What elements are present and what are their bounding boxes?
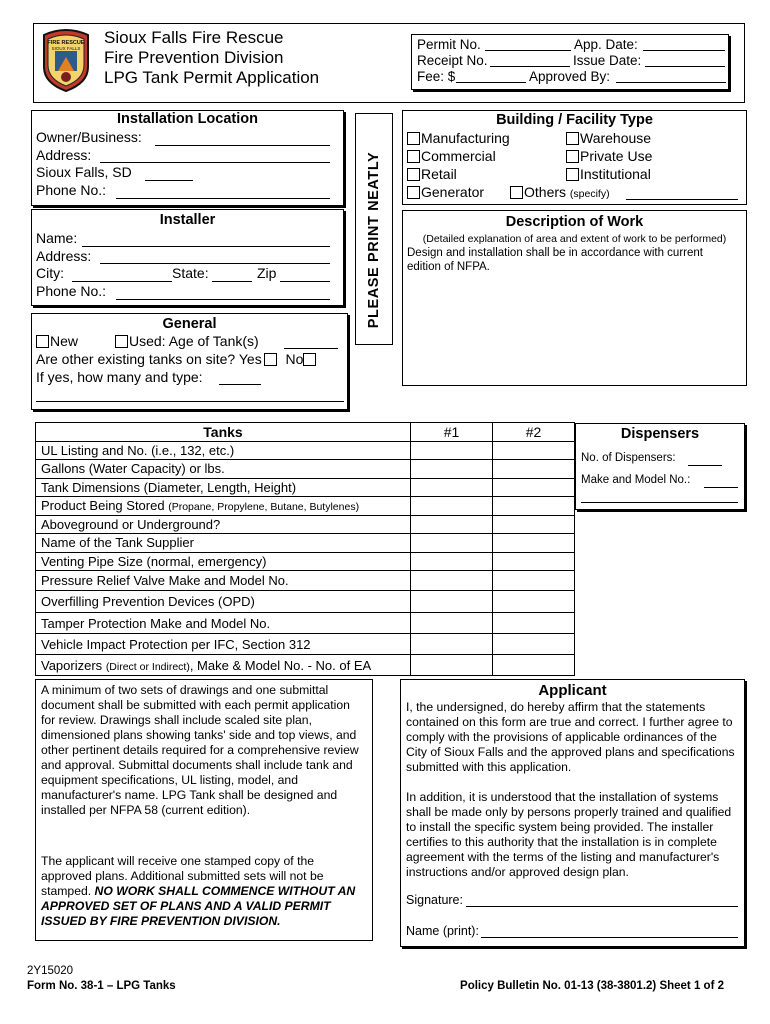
- existing-yes-label: Are other existing tanks on site? Yes: [36, 351, 262, 367]
- footer-form-no: Form No. 38-1 – LPG Tanks: [27, 980, 176, 992]
- generator-checkbox[interactable]: [407, 186, 420, 199]
- print-neatly-label: PLEASE PRINT NEATLY: [366, 151, 382, 329]
- tanks-heading: Tanks: [36, 423, 411, 442]
- tank-2-cell[interactable]: [493, 571, 575, 591]
- description-text: Design and installation shall be in accordance with current edition of NFPA.: [407, 247, 703, 273]
- tank-2-cell[interactable]: [493, 634, 575, 655]
- tank-age-line[interactable]: [284, 348, 338, 349]
- installer-name-label: Name:: [36, 230, 78, 246]
- row-label: Vaporizers: [41, 657, 103, 673]
- manufacturing-checkbox[interactable]: [407, 132, 420, 145]
- table-row: [36, 634, 575, 655]
- others-option[interactable]: [510, 184, 610, 200]
- description-heading: Description of Work: [505, 214, 644, 230]
- generator-option[interactable]: [407, 184, 484, 200]
- division-name: Fire Prevention Division: [104, 48, 284, 67]
- row-label: UL Listing and No. (i.e., 132, etc.): [41, 442, 235, 458]
- dispensers-heading: Dispensers: [620, 426, 700, 442]
- footer-policy: Policy Bulletin No. 01-13 (38-3801.2) Sheet 1 of 2: [460, 980, 724, 992]
- others-label: Others: [524, 184, 567, 200]
- commercial-option[interactable]: [407, 148, 496, 164]
- issue-date-label: Issue Date:: [573, 53, 642, 68]
- submittal-warning: NO WORK SHALL COMMENCE WITHOUT AN APPROVED SET OF PLANS AND A VALID PERMIT ISSUED BY FIRE PREVENTION DIVISION.: [41, 884, 356, 928]
- others-specify-line[interactable]: [626, 199, 738, 200]
- dispenser-make-label: Make and Model No.:: [581, 474, 691, 486]
- app-date-line[interactable]: [643, 50, 725, 51]
- tank-2-heading: #2: [493, 423, 575, 442]
- installer-heading: Installer: [159, 212, 216, 228]
- row-label: Overfilling Prevention Devices (OPD): [41, 594, 255, 609]
- description-note: (Detailed explanation of area and extent of work to be performed): [422, 233, 727, 245]
- dispenser-make-line-2[interactable]: [581, 502, 738, 503]
- app-date-label: App. Date:: [574, 37, 638, 52]
- submittal-p2-text: The applicant will receive one stamped copy of the approved plans. Additional submitted sets will not be stamped.: [41, 854, 324, 898]
- private-use-label: Private Use: [580, 148, 653, 164]
- row-tail: , Make & Model No. - No. of EA: [189, 657, 372, 673]
- tank-1-cell[interactable]: [411, 571, 493, 591]
- row-note: (Propane, Propylene, Butane, Butylenes): [168, 501, 360, 514]
- how-many-label: If yes, how many and type:: [36, 369, 203, 385]
- private-use-option[interactable]: [566, 148, 652, 164]
- installer-phone-label: Phone No.:: [36, 283, 107, 299]
- row-note: (Direct or Indirect): [105, 660, 190, 673]
- name-print-label: Name (print):: [406, 924, 479, 938]
- others-checkbox[interactable]: [510, 186, 523, 199]
- tank-2-cell[interactable]: [493, 655, 575, 676]
- tank-1-cell[interactable]: [411, 613, 493, 634]
- tank-2-cell[interactable]: [493, 478, 575, 497]
- owner-line[interactable]: [155, 145, 330, 146]
- install-city-line[interactable]: [145, 180, 193, 181]
- tank-used-option[interactable]: [115, 333, 259, 349]
- table-row: [36, 613, 575, 634]
- installer-phone-line[interactable]: [116, 299, 330, 300]
- row-label: Name of the Tank Supplier: [41, 535, 194, 551]
- tank-2-cell[interactable]: [493, 441, 575, 460]
- existing-no-label: No: [285, 351, 304, 367]
- tank-2-cell[interactable]: [493, 497, 575, 516]
- install-phone-label: Phone No.:: [36, 182, 107, 198]
- dispenser-make-line[interactable]: [704, 487, 738, 488]
- table-row: [36, 441, 575, 460]
- installer-city-label: City:: [36, 265, 64, 281]
- approved-by-label: Approved By:: [529, 69, 611, 84]
- receipt-no-line[interactable]: [490, 66, 570, 67]
- install-address-line[interactable]: [100, 162, 330, 163]
- used-checkbox[interactable]: [115, 335, 128, 348]
- submittal-paragraph-1: A minimum of two sets of drawings and one submittal document shall be submitted with each permit application for review. Drawings shall include scaled site plan, dimensioned plans showing tanks' side and top views, and other pertinent details required for a comprehensive review and approval. Submittal documents shall include tank and equipment specifications, UL listing, model, and manufacturer's name. LPG Tank shall be designed and installed per NFPA 58 (current edition).: [41, 683, 359, 817]
- tank-2-cell[interactable]: [493, 552, 575, 571]
- receipt-no-label: Receipt No.: [417, 53, 488, 68]
- signature-line[interactable]: [466, 906, 738, 907]
- tank-2-cell[interactable]: [493, 534, 575, 553]
- warehouse-checkbox[interactable]: [566, 132, 579, 145]
- tank-1-cell[interactable]: [411, 655, 493, 676]
- footer-code: 2Y15020: [27, 965, 74, 977]
- row-label: Pressure Relief Valve Make and Model No.: [41, 573, 289, 588]
- fire-rescue-logo: [38, 27, 94, 93]
- tanks-header-row: [36, 423, 575, 442]
- installer-address-line[interactable]: [100, 263, 330, 264]
- table-row: [36, 478, 575, 497]
- form-title: LPG Tank Permit Application: [104, 68, 320, 87]
- fee-label: Fee: $: [417, 69, 456, 84]
- retail-option[interactable]: [407, 166, 457, 182]
- installer-state-label: State:: [172, 265, 209, 281]
- table-row: [36, 655, 575, 676]
- building-type-heading: Building / Facility Type: [496, 112, 653, 128]
- how-many-line[interactable]: [219, 384, 261, 385]
- tanks-table: [35, 422, 575, 676]
- existing-tanks-question: [36, 351, 317, 367]
- row-label: Vehicle Impact Protection per IFC, Section 312: [41, 636, 311, 652]
- owner-label: Owner/Business:: [36, 129, 142, 145]
- tank-1-cell[interactable]: [411, 552, 493, 571]
- permit-no-line[interactable]: [485, 50, 571, 51]
- table-row: [36, 497, 575, 516]
- existing-yes-checkbox[interactable]: [264, 353, 277, 366]
- how-many-line-2[interactable]: [36, 401, 344, 402]
- installer-city-line[interactable]: [72, 281, 172, 282]
- applicant-paragraph-2: In addition, it is understood that the installation of systems shall be made only by persons properly trained and qualified to install the specific system being provided. The installer certifies to this authority that the installation is in complete agreement with the terms of the listing and manufacturer's instructions and/or approved design plan.: [406, 790, 732, 879]
- row-label: Tamper Protection Make and Model No.: [41, 615, 271, 631]
- fee-line[interactable]: [456, 82, 526, 83]
- new-checkbox[interactable]: [36, 335, 49, 348]
- tank-1-cell[interactable]: [411, 460, 493, 479]
- retail-checkbox[interactable]: [407, 168, 420, 181]
- install-address-label: Address:: [36, 147, 92, 163]
- installer-zip-label: Zip: [257, 265, 277, 281]
- row-label: Aboveground or Underground?: [41, 516, 221, 532]
- used-label: Used: Age of Tank(s): [129, 333, 259, 349]
- tank-1-cell[interactable]: [411, 515, 493, 534]
- row-label: Gallons (Water Capacity) or lbs.: [41, 461, 225, 477]
- existing-no-checkbox[interactable]: [303, 353, 316, 366]
- manufacturing-option[interactable]: [407, 130, 510, 146]
- table-row: [36, 460, 575, 479]
- tank-1-heading: #1: [411, 423, 493, 442]
- institutional-checkbox[interactable]: [566, 168, 579, 181]
- row-label: Product Being Stored: [41, 498, 165, 514]
- warehouse-label: Warehouse: [580, 130, 652, 146]
- table-row: [36, 534, 575, 553]
- retail-label: Retail: [421, 166, 457, 182]
- tank-2-cell[interactable]: [493, 460, 575, 479]
- install-city-label: Sioux Falls, SD: [36, 164, 132, 180]
- tank-1-cell[interactable]: [411, 534, 493, 553]
- dispenser-count-line[interactable]: [688, 465, 722, 466]
- logo-top-text: FIRE RESCUE: [47, 40, 85, 46]
- commercial-checkbox[interactable]: [407, 150, 420, 163]
- generator-label: Generator: [421, 184, 485, 200]
- installation-heading: Installation Location: [117, 111, 258, 127]
- table-row: [36, 571, 575, 591]
- private-use-checkbox[interactable]: [566, 150, 579, 163]
- institutional-option[interactable]: [566, 166, 651, 182]
- installer-address-label: Address:: [36, 248, 92, 264]
- name-print-line[interactable]: [481, 937, 738, 938]
- dispenser-count-label: No. of Dispensers:: [581, 452, 676, 464]
- logo-city-text: SIOUX FALLS: [51, 46, 81, 51]
- tank-1-cell[interactable]: [411, 478, 493, 497]
- tank-1-cell[interactable]: [411, 497, 493, 516]
- commercial-label: Commercial: [421, 148, 496, 164]
- warehouse-option[interactable]: [566, 130, 651, 146]
- submittal-paragraph-2: [41, 854, 367, 929]
- tank-1-cell[interactable]: [411, 591, 493, 613]
- applicant-heading: Applicant: [538, 682, 607, 699]
- row-label: Tank Dimensions (Diameter, Length, Height): [41, 479, 297, 495]
- manufacturing-label: Manufacturing: [421, 130, 510, 146]
- tank-2-cell[interactable]: [493, 591, 575, 613]
- installer-name-line[interactable]: [82, 246, 330, 247]
- tank-2-cell[interactable]: [493, 613, 575, 634]
- tank-1-cell[interactable]: [411, 634, 493, 655]
- tank-1-cell[interactable]: [411, 441, 493, 460]
- general-heading: General: [162, 316, 217, 332]
- table-row: [36, 591, 575, 613]
- table-row: [36, 552, 575, 571]
- tank-2-cell[interactable]: [493, 515, 575, 534]
- installer-state-line[interactable]: [212, 281, 252, 282]
- table-row: [36, 515, 575, 534]
- institutional-label: Institutional: [580, 166, 651, 182]
- row-label: Venting Pipe Size (normal, emergency): [41, 553, 267, 569]
- issue-date-line[interactable]: [645, 66, 725, 67]
- tank-new-option[interactable]: [36, 333, 78, 349]
- signature-label: Signature:: [406, 893, 463, 907]
- org-name: Sioux Falls Fire Rescue: [104, 28, 284, 47]
- approved-by-line[interactable]: [616, 82, 726, 83]
- installer-zip-line[interactable]: [280, 281, 330, 282]
- permit-no-label: Permit No.: [417, 37, 481, 52]
- new-label: New: [50, 333, 79, 349]
- applicant-paragraph-1: I, the undersigned, do hereby affirm that the statements contained on this form are true and correct. I further agree to comply with the provisions of applicable ordinances of the City of Sioux Falls and the approved plans and specifications submitted with this application.: [406, 700, 735, 774]
- install-phone-line[interactable]: [116, 198, 330, 199]
- others-note: (specify): [569, 188, 610, 200]
